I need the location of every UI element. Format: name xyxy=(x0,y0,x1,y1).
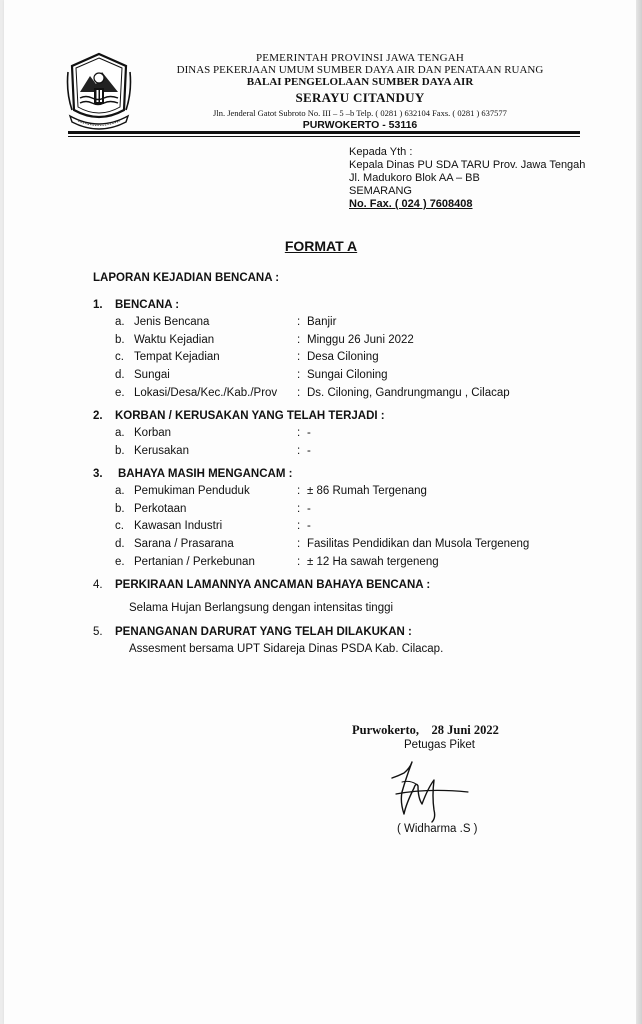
document-title: FORMAT A xyxy=(284,238,358,254)
item-colon: : xyxy=(297,351,301,363)
item-label: Kerusakan xyxy=(134,445,189,457)
section-title: BAHAYA MASIH MENGANCAM : xyxy=(118,468,293,480)
letterhead-department: DINAS PEKERJAAN UMUM SUMBER DAYA AIR DAN PENATAAN RUANG xyxy=(176,64,544,76)
item-value: Minggu 26 Juni 2022 xyxy=(307,334,414,346)
item-value: Banjir xyxy=(307,316,337,328)
item-letter: a. xyxy=(115,485,125,497)
signature-role: Petugas Piket xyxy=(404,739,475,751)
item-label: Korban xyxy=(134,427,172,439)
item-label: Pertanian / Perkebunan xyxy=(134,556,255,568)
section-title: PERKIRAAN LAMANNYA ANCAMAN BAHAYA BENCANA : xyxy=(115,579,431,591)
item-value: - xyxy=(307,520,311,532)
item-letter: b. xyxy=(115,503,125,515)
item-label: Kawasan Industri xyxy=(134,520,223,532)
recipient-fax: No. Fax. ( 024 ) 7608408 xyxy=(349,198,473,210)
recipient-title: Kepala Dinas PU SDA TARU Prov. Jawa Tengah xyxy=(349,159,586,171)
letterhead-divider-thin xyxy=(68,136,580,137)
item-colon: : xyxy=(297,316,301,328)
item-value: - xyxy=(307,427,311,439)
item-colon: : xyxy=(297,387,301,399)
item-label: Sarana / Prasarana xyxy=(134,538,234,550)
signature-name: ( Widharma .S ) xyxy=(397,823,478,835)
section-number: 3. xyxy=(93,468,103,480)
item-value: ± 12 Ha sawah tergeneng xyxy=(307,556,439,568)
item-value: Fasilitas Pendidikan dan Musola Tergeneng xyxy=(307,538,530,550)
item-colon: : xyxy=(297,503,301,515)
item-value: Desa Ciloning xyxy=(307,351,379,363)
section-text: Assesment bersama UPT Sidareja Dinas PSDA Kab. Cilacap. xyxy=(129,643,444,655)
section-title: BENCANA : xyxy=(115,299,180,311)
recipient-city: SEMARANG xyxy=(349,185,412,197)
item-letter: a. xyxy=(115,316,125,328)
provincial-emblem-icon xyxy=(66,52,132,130)
item-letter: e. xyxy=(115,556,125,568)
item-label: Perkotaan xyxy=(134,503,187,515)
item-colon: : xyxy=(297,369,301,381)
item-value: Sungai Ciloning xyxy=(307,369,388,381)
letterhead-city: PURWOKERTO - 53116 xyxy=(302,119,418,131)
item-colon: : xyxy=(297,334,301,346)
section-title: KORBAN / KERUSAKAN YANG TELAH TERJADI : xyxy=(115,410,385,422)
item-letter: d. xyxy=(115,369,125,381)
recipient-salutation: Kepada Yth : xyxy=(349,146,413,158)
item-label: Tempat Kejadian xyxy=(134,351,220,363)
signature-place-date: Purwokerto, 28 Juni 2022 xyxy=(352,723,499,737)
item-letter: c. xyxy=(115,520,124,532)
recipient-address: Jl. Madukoro Blok AA – BB xyxy=(349,172,480,184)
letterhead-divider-thick xyxy=(68,131,580,134)
letterhead-unit: SERAYU CITANDUY xyxy=(295,90,425,105)
item-label: Lokasi/Desa/Kec./Kab./Prov xyxy=(134,387,278,399)
item-letter: c. xyxy=(115,351,124,363)
section-text: Selama Hujan Berlangsung dengan intensitas tinggi xyxy=(129,602,394,614)
item-colon: : xyxy=(297,538,301,550)
item-value: - xyxy=(307,445,311,457)
item-colon: : xyxy=(297,485,301,497)
letterhead-office: BALAI PENGELOLAAN SUMBER DAYA AIR xyxy=(246,76,474,88)
item-colon: : xyxy=(297,427,301,439)
item-letter: d. xyxy=(115,538,125,550)
recipient-block xyxy=(349,146,585,211)
item-label: Pemukiman Penduduk xyxy=(134,485,250,497)
section-title: PENANGANAN DARURAT YANG TELAH DILAKUKAN : xyxy=(115,626,412,638)
item-colon: : xyxy=(297,445,301,457)
page-edge xyxy=(636,0,642,1024)
item-label: Waktu Kejadian xyxy=(134,334,215,346)
section-number: 4. xyxy=(93,579,103,591)
section-number: 1. xyxy=(93,299,103,311)
item-value: ± 86 Rumah Tergenang xyxy=(307,485,427,497)
section-number: 2. xyxy=(93,410,103,422)
letterhead xyxy=(160,52,560,132)
item-letter: b. xyxy=(115,334,125,346)
item-letter: b. xyxy=(115,445,125,457)
item-letter: a. xyxy=(115,427,125,439)
letterhead-address: Jln. Jenderal Gatot Subroto No. III – 5 –b Telp. ( 0281 ) 632104 Faxs. ( 0281 ) 637577 xyxy=(213,108,507,118)
item-label: Sungai xyxy=(134,369,170,381)
letterhead-government: PEMERINTAH PROVINSI JAWA TENGAH xyxy=(255,52,465,64)
item-value: - xyxy=(307,503,311,515)
item-colon: : xyxy=(297,556,301,568)
section-number: 5. xyxy=(93,626,103,638)
item-letter: e. xyxy=(115,387,125,399)
item-label: Jenis Bencana xyxy=(134,316,210,328)
report-heading: LAPORAN KEJADIAN BENCANA : xyxy=(93,272,280,284)
item-value: Ds. Ciloning, Gandrungmangu , Cilacap xyxy=(307,387,510,399)
item-colon: : xyxy=(297,520,301,532)
handwritten-signature xyxy=(388,758,478,824)
